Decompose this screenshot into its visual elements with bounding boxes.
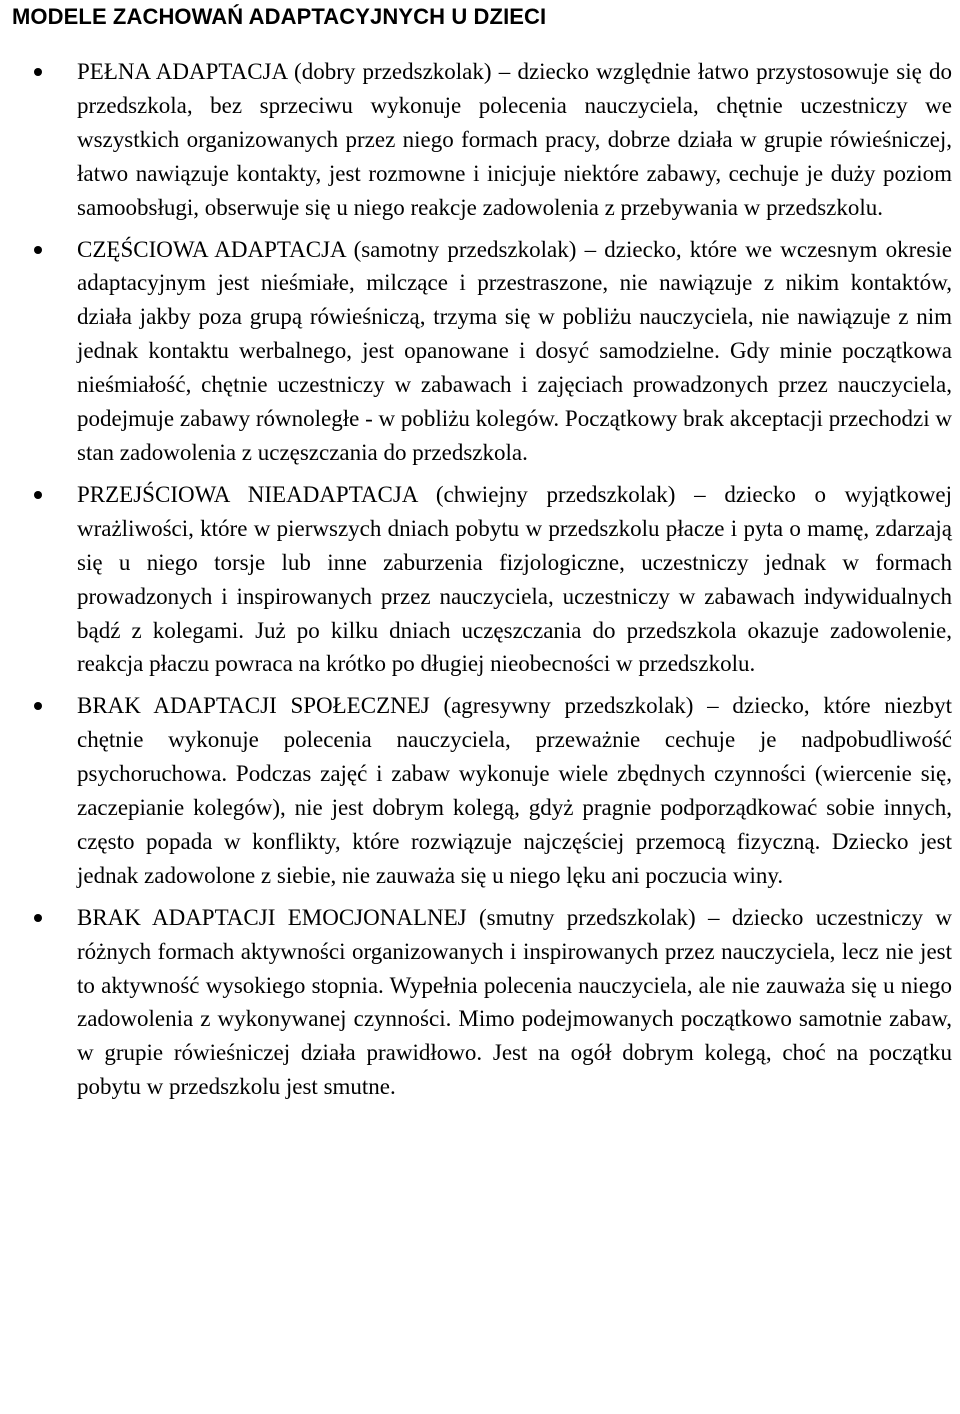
list-item-text: BRAK ADAPTACJI EMOCJONALNEJ (smutny przedszkolak) – dziecko uczestniczy w różnych formach aktywności organizowanych i inspirowanych przez nauczyciela, lecz nie jest to aktywność wysokiego stopnia. Wypełnia polecenia nauczyciela, ale nie zauważa się u niego zadowolenia z wykonywanej czynności. Mimo podejmowanych początkowo samotnie zabaw, w grupie rówieśniczej działa prawidłowo. Jest na ogół dobrym kolegą, choć na początku pobytu w przedszkolu jest smutne. [77,904,952,1100]
list-item-no-social-adaptation [12,689,952,892]
list-item-no-emotional-adaptation [12,901,952,1104]
list-item-transient-nonadaptation [12,478,952,681]
list-item-text: BRAK ADAPTACJI SPOŁECZNEJ (agresywny przedszkolak) – dziecko, które niezbyt chętnie wykonuje polecenia nauczyciela, przeważnie cechuje je nadpobudliwość psychoruchowa. Podczas zajęć i zabaw wykonuje wiele zbędnych czynności (wiercenie się, zaczepianie kolegów), nie jest dobrym kolegą, gdyż pragnie podporządkować sobie innych, często popada w konflikty, które rozwiązuje najczęściej przemocą fizyczną. Dziecko jest jednak zadowolone z siebie, nie zauważa się u niego lęku ani poczucia winy. [77,693,952,888]
bullet-icon [34,914,42,922]
list-item-text: PRZEJŚCIOWA NIEADAPTACJA (chwiejny przedszkolak) – dziecko o wyjątkowej wrażliwości, które w pierwszych dniach pobytu w przedszkolu płacze i pyta o mamę, zdarzają się u niego torsje lub inne zaburzenia fizjologiczne, uczestniczy jednak w formach prowadzonych i inspirowanych przez nauczyciela, uczestniczy w zabawach indywidualnych bądź z kolegami. Już po kilku dniach uczęszczania do przedszkola okazuje zadowolenie, reakcja płaczu powraca na krótko po długiej nieobecności w przedszkolu. [77,481,952,677]
list-item-full-adaptation [12,55,952,225]
bullet-icon [34,491,42,499]
bullet-icon [34,702,42,710]
bullet-icon [34,246,42,254]
bullet-icon [34,68,42,76]
list-item-partial-adaptation [12,233,952,470]
page-title: MODELE ZACHOWAŃ ADAPTACYJNYCH U DZIECI [12,4,547,29]
list-item-text: PEŁNA ADAPTACJA (dobry przedszkolak) – dziecko względnie łatwo przystosowuje się do przedszkola, bez sprzeciwu wykonuje polecenia nauczyciela, chętnie uczestniczy we wszystkich organizowanych przez niego formach pracy, dobrze działa w grupie rówieśniczej, łatwo nawiązuje kontakty, jest rozmowne i inicjuje niektóre zabawy, cechuje je duży poziom samoobsługi, obserwuje się u niego reakcje zadowolenia z przebywania w przedszkolu. [77,59,952,220]
list-item-text: CZĘŚCIOWA ADAPTACJA (samotny przedszkolak) – dziecko, które we wczesnym okresie adaptacyjnym jest nieśmiałe, milczące i przestraszone, nie nawiązuje z nikim kontaktów, działa jakby poza grupą rówieśniczą, trzyma się w pobliżu nauczyciela, nie nawiązuje z nim jednak kontaktu werbalnego, jest opanowane i dosyć samodzielne. Gdy minie początkowa nieśmiałość, chętnie uczestniczy w zabawach i zajęciach prowadzonych przez nauczyciela, podejmuje zabawy równoległe - w pobliżu kolegów. Początkowy brak akceptacji przechodzi w stan zadowolenia z uczęszczania do przedszkola. [77,236,952,465]
adaptation-model-list [12,55,952,1104]
